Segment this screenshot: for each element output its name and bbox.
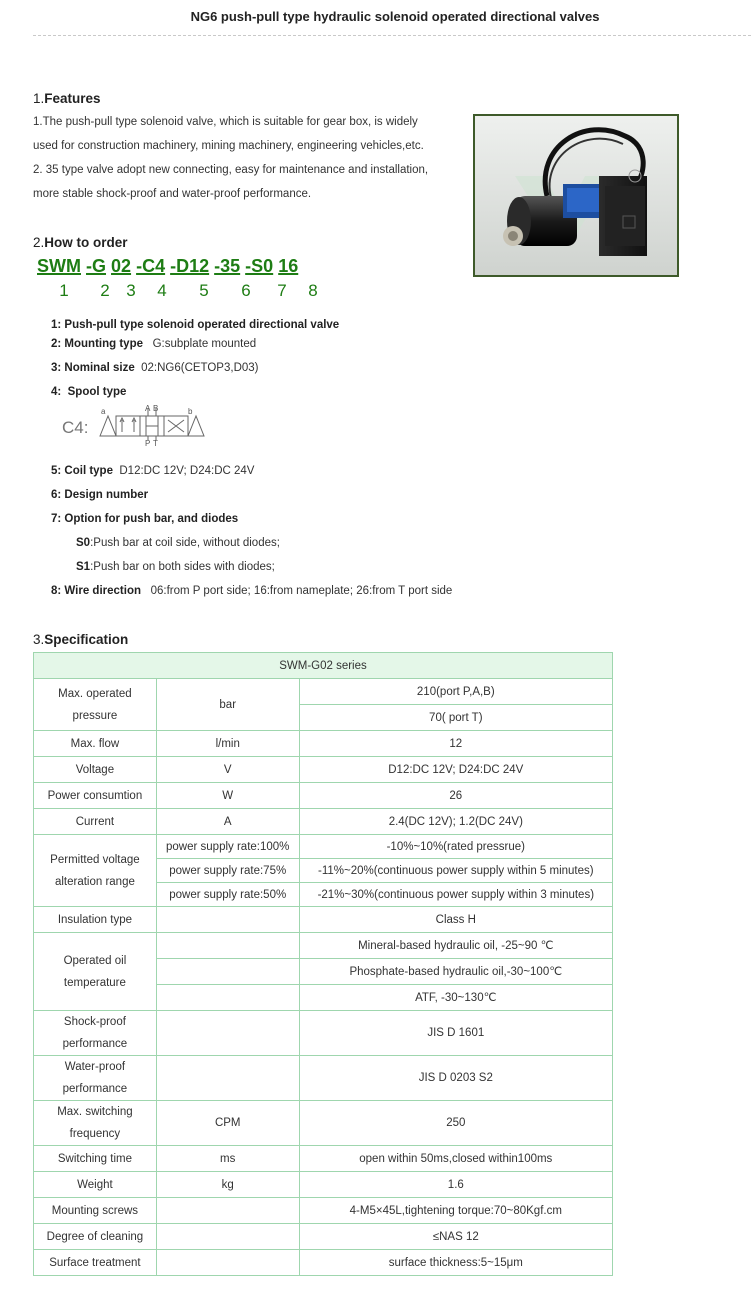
cleaning-unit — [156, 1224, 299, 1250]
insulation-label: Insulation type — [34, 907, 157, 933]
feature-line-1: 1.The push-pull type solenoid valve, which is suitable for gear box, is widely — [33, 116, 418, 128]
code-part-4: -C4 — [136, 256, 166, 276]
code-digit-7: 7 — [277, 281, 287, 300]
shock-proof-label-line1: Shock-proof — [63, 1016, 126, 1028]
current-value: 2.4(DC 12V); 1.2(DC 24V) — [299, 809, 612, 835]
how-to-order-heading — [33, 235, 128, 250]
max-pressure-value-2: 70( port T) — [299, 705, 612, 731]
option-7-s1 — [76, 561, 275, 573]
table-row — [34, 907, 613, 933]
shock-proof-unit — [156, 1011, 299, 1056]
water-proof-label-line2: performance — [62, 1083, 128, 1095]
title-divider — [33, 35, 751, 36]
mounting-screws-value: 4-M5×45L,tightening torque:70~80Kgf.cm — [299, 1198, 612, 1224]
table-row — [34, 1056, 613, 1101]
spool-code: C4: — [62, 418, 89, 437]
table-row — [34, 809, 613, 835]
mounting-screws-unit — [156, 1198, 299, 1224]
option-1-label: 1: Push-pull type solenoid operated directional valve — [51, 319, 340, 331]
code-digit-4: 4 — [157, 281, 167, 300]
option-7-label: 7: Option for push bar, and diodes — [51, 513, 239, 525]
switching-frequency-label — [34, 1101, 157, 1146]
oil-temperature-label-line1: Operated oil — [63, 954, 127, 967]
table-row — [34, 1146, 613, 1172]
current-unit: A — [156, 809, 299, 835]
oil-temperature-label-line2: temperature — [63, 976, 126, 989]
code-digit-8: 8 — [308, 281, 318, 300]
table-row — [34, 783, 613, 809]
pv-rate-3: power supply rate:50% — [156, 883, 299, 907]
shock-proof-value: JIS D 1601 — [299, 1011, 612, 1056]
oil-unit-1 — [156, 933, 299, 959]
order-code — [37, 256, 298, 277]
table-row — [34, 933, 613, 959]
code-part-1: SWM — [37, 256, 81, 276]
code-part-2: -G — [86, 256, 107, 276]
feature-line-3: 2. 35 type valve adopt new connecting, easy for maintenance and installation, — [33, 164, 429, 176]
spool-solenoid-b: b — [188, 407, 193, 416]
permitted-voltage-label-line1: Permitted voltage — [50, 853, 140, 866]
product-photo — [473, 114, 679, 277]
max-flow-label: Max. flow — [34, 731, 157, 757]
cleaning-value: ≤NAS 12 — [299, 1224, 612, 1250]
table-row — [34, 731, 613, 757]
code-digit-3: 3 — [126, 281, 136, 300]
option-5 — [51, 465, 254, 477]
table-row — [34, 757, 613, 783]
page-title: NG6 push-pull type hydraulic solenoid operated directional valves — [190, 9, 600, 24]
option-2-value: G:subplate mounted — [152, 338, 257, 350]
shock-proof-label-line2: performance — [62, 1038, 128, 1050]
option-8-label: 8: Wire direction — [51, 585, 141, 597]
oil-value-2: Phosphate-based hydraulic oil,-30~100℃ — [299, 959, 612, 985]
insulation-value: Class H — [299, 907, 612, 933]
max-pressure-label — [34, 679, 157, 731]
features-heading — [33, 91, 101, 106]
option-4-label: 4: — [51, 386, 62, 398]
pv-value-2: -11%~20%(continuous power supply within 5 minutes) — [299, 859, 612, 883]
code-part-6: -35 — [214, 256, 241, 276]
surface-value: surface thickness:5~15μm — [299, 1250, 612, 1276]
table-row — [34, 679, 613, 705]
code-digit-1: 1 — [59, 281, 69, 300]
code-part-8: 16 — [278, 256, 299, 276]
max-pressure-label-line1: Max. operated — [58, 687, 132, 700]
power-value: 26 — [299, 783, 612, 809]
option-4-value: Spool type — [67, 386, 127, 398]
option-7 — [51, 513, 238, 525]
code-digit-2: 2 — [100, 281, 110, 300]
voltage-label: Voltage — [34, 757, 157, 783]
weight-label: Weight — [34, 1172, 157, 1198]
pv-rate-2: power supply rate:75% — [156, 859, 299, 883]
table-row — [34, 835, 613, 859]
option-1 — [51, 319, 339, 331]
option-6-label: 6: Design number — [51, 489, 149, 501]
pv-value-1: -10%~10%(rated pressrue) — [299, 835, 612, 859]
how-to-order-heading-num: 2. — [33, 235, 45, 250]
option-4 — [51, 386, 126, 398]
surface-unit — [156, 1250, 299, 1276]
switching-time-value: open within 50ms,closed within100ms — [299, 1146, 612, 1172]
spool-port-b: B — [153, 404, 159, 413]
option-8 — [51, 585, 452, 597]
s1-text: :Push bar on both sides with diodes; — [90, 561, 275, 573]
code-part-3: 02 — [111, 256, 132, 276]
water-proof-label-line1: Water-proof — [64, 1061, 126, 1073]
feature-line-4: more stable shock-proof and water-proof performance. — [33, 188, 312, 200]
feature-line-2: used for construction machinery, mining machinery, engineering vehicles,etc. — [33, 140, 424, 152]
how-to-order-heading-text: How to order — [44, 235, 128, 250]
pv-rate-1: power supply rate:100% — [156, 835, 299, 859]
water-proof-unit — [156, 1056, 299, 1101]
spool-port-t: T — [153, 439, 158, 448]
weight-unit: kg — [156, 1172, 299, 1198]
option-3-value: 02:NG6(CETOP3,D03) — [141, 362, 259, 374]
option-2 — [51, 338, 256, 350]
switching-time-label: Switching time — [34, 1146, 157, 1172]
max-pressure-unit: bar — [156, 679, 299, 731]
switching-frequency-value: 250 — [299, 1101, 612, 1146]
specification-heading-num: 3. — [33, 632, 45, 647]
cleaning-label: Degree of cleaning — [34, 1224, 157, 1250]
mounting-screws-label: Mounting screws — [34, 1198, 157, 1224]
weight-value: 1.6 — [299, 1172, 612, 1198]
spool-symbol — [60, 402, 210, 448]
permitted-voltage-label-line2: alteration range — [54, 875, 135, 888]
current-label: Current — [34, 809, 157, 835]
option-2-label: 2: Mounting type — [51, 338, 143, 350]
switching-frequency-label-line2: frequency — [69, 1128, 121, 1140]
water-proof-label — [34, 1056, 157, 1101]
table-header-row — [34, 653, 613, 679]
s1-code: S1 — [76, 561, 91, 573]
option-3-label: 3: Nominal size — [51, 362, 135, 374]
voltage-unit: V — [156, 757, 299, 783]
option-8-value: 06:from P port side; 16:from nameplate; 26:from T port side — [150, 585, 453, 597]
option-3 — [51, 362, 259, 374]
permitted-voltage-label — [34, 835, 157, 907]
oil-unit-3 — [156, 985, 299, 1011]
s0-code: S0 — [76, 537, 91, 549]
specification-table — [33, 652, 613, 1276]
table-row — [34, 1011, 613, 1056]
option-7-s0 — [76, 537, 280, 549]
water-proof-value: JIS D 0203 S2 — [299, 1056, 612, 1101]
table-row — [34, 1172, 613, 1198]
power-label: Power consumtion — [34, 783, 157, 809]
max-flow-value: 12 — [299, 731, 612, 757]
switching-frequency-unit: CPM — [156, 1101, 299, 1146]
code-digit-6: 6 — [241, 281, 251, 300]
code-digit-5: 5 — [199, 281, 209, 300]
oil-value-3: ATF, -30~130℃ — [299, 985, 612, 1011]
s0-text: :Push bar at coil side, without diodes; — [90, 537, 280, 549]
series-header: SWM-G02 series — [34, 653, 613, 679]
power-unit: W — [156, 783, 299, 809]
spool-port-p: P — [145, 439, 151, 448]
code-part-5: -D12 — [170, 256, 210, 276]
oil-temperature-label — [34, 933, 157, 1011]
solenoid-valve-image — [475, 116, 677, 275]
specification-heading — [33, 632, 128, 647]
max-pressure-label-line2: pressure — [72, 709, 118, 722]
features-heading-text: Features — [44, 91, 101, 106]
code-part-7: -S0 — [245, 256, 274, 276]
table-row — [34, 1198, 613, 1224]
option-6 — [51, 489, 148, 501]
oil-value-1: Mineral-based hydraulic oil, -25~90 ℃ — [299, 933, 612, 959]
spool-solenoid-a: a — [101, 407, 106, 416]
table-row — [34, 1224, 613, 1250]
max-pressure-value-1: 210(port P,A,B) — [299, 679, 612, 705]
option-5-value: D12:DC 12V; D24:DC 24V — [119, 465, 255, 477]
spool-port-a: A — [145, 404, 151, 413]
switching-frequency-label-line1: Max. switching — [57, 1106, 133, 1118]
pv-value-3: -21%~30%(continuous power supply within 3 minutes) — [299, 883, 612, 907]
shock-proof-label — [34, 1011, 157, 1056]
table-row — [34, 1101, 613, 1146]
specification-heading-text: Specification — [44, 632, 129, 647]
option-5-label: 5: Coil type — [51, 465, 113, 477]
insulation-unit — [156, 907, 299, 933]
switching-time-unit: ms — [156, 1146, 299, 1172]
oil-unit-2 — [156, 959, 299, 985]
features-heading-num: 1. — [33, 91, 45, 106]
voltage-value: D12:DC 12V; D24:DC 24V — [299, 757, 612, 783]
table-row — [34, 1250, 613, 1276]
surface-label: Surface treatment — [34, 1250, 157, 1276]
max-flow-unit: l/min — [156, 731, 299, 757]
